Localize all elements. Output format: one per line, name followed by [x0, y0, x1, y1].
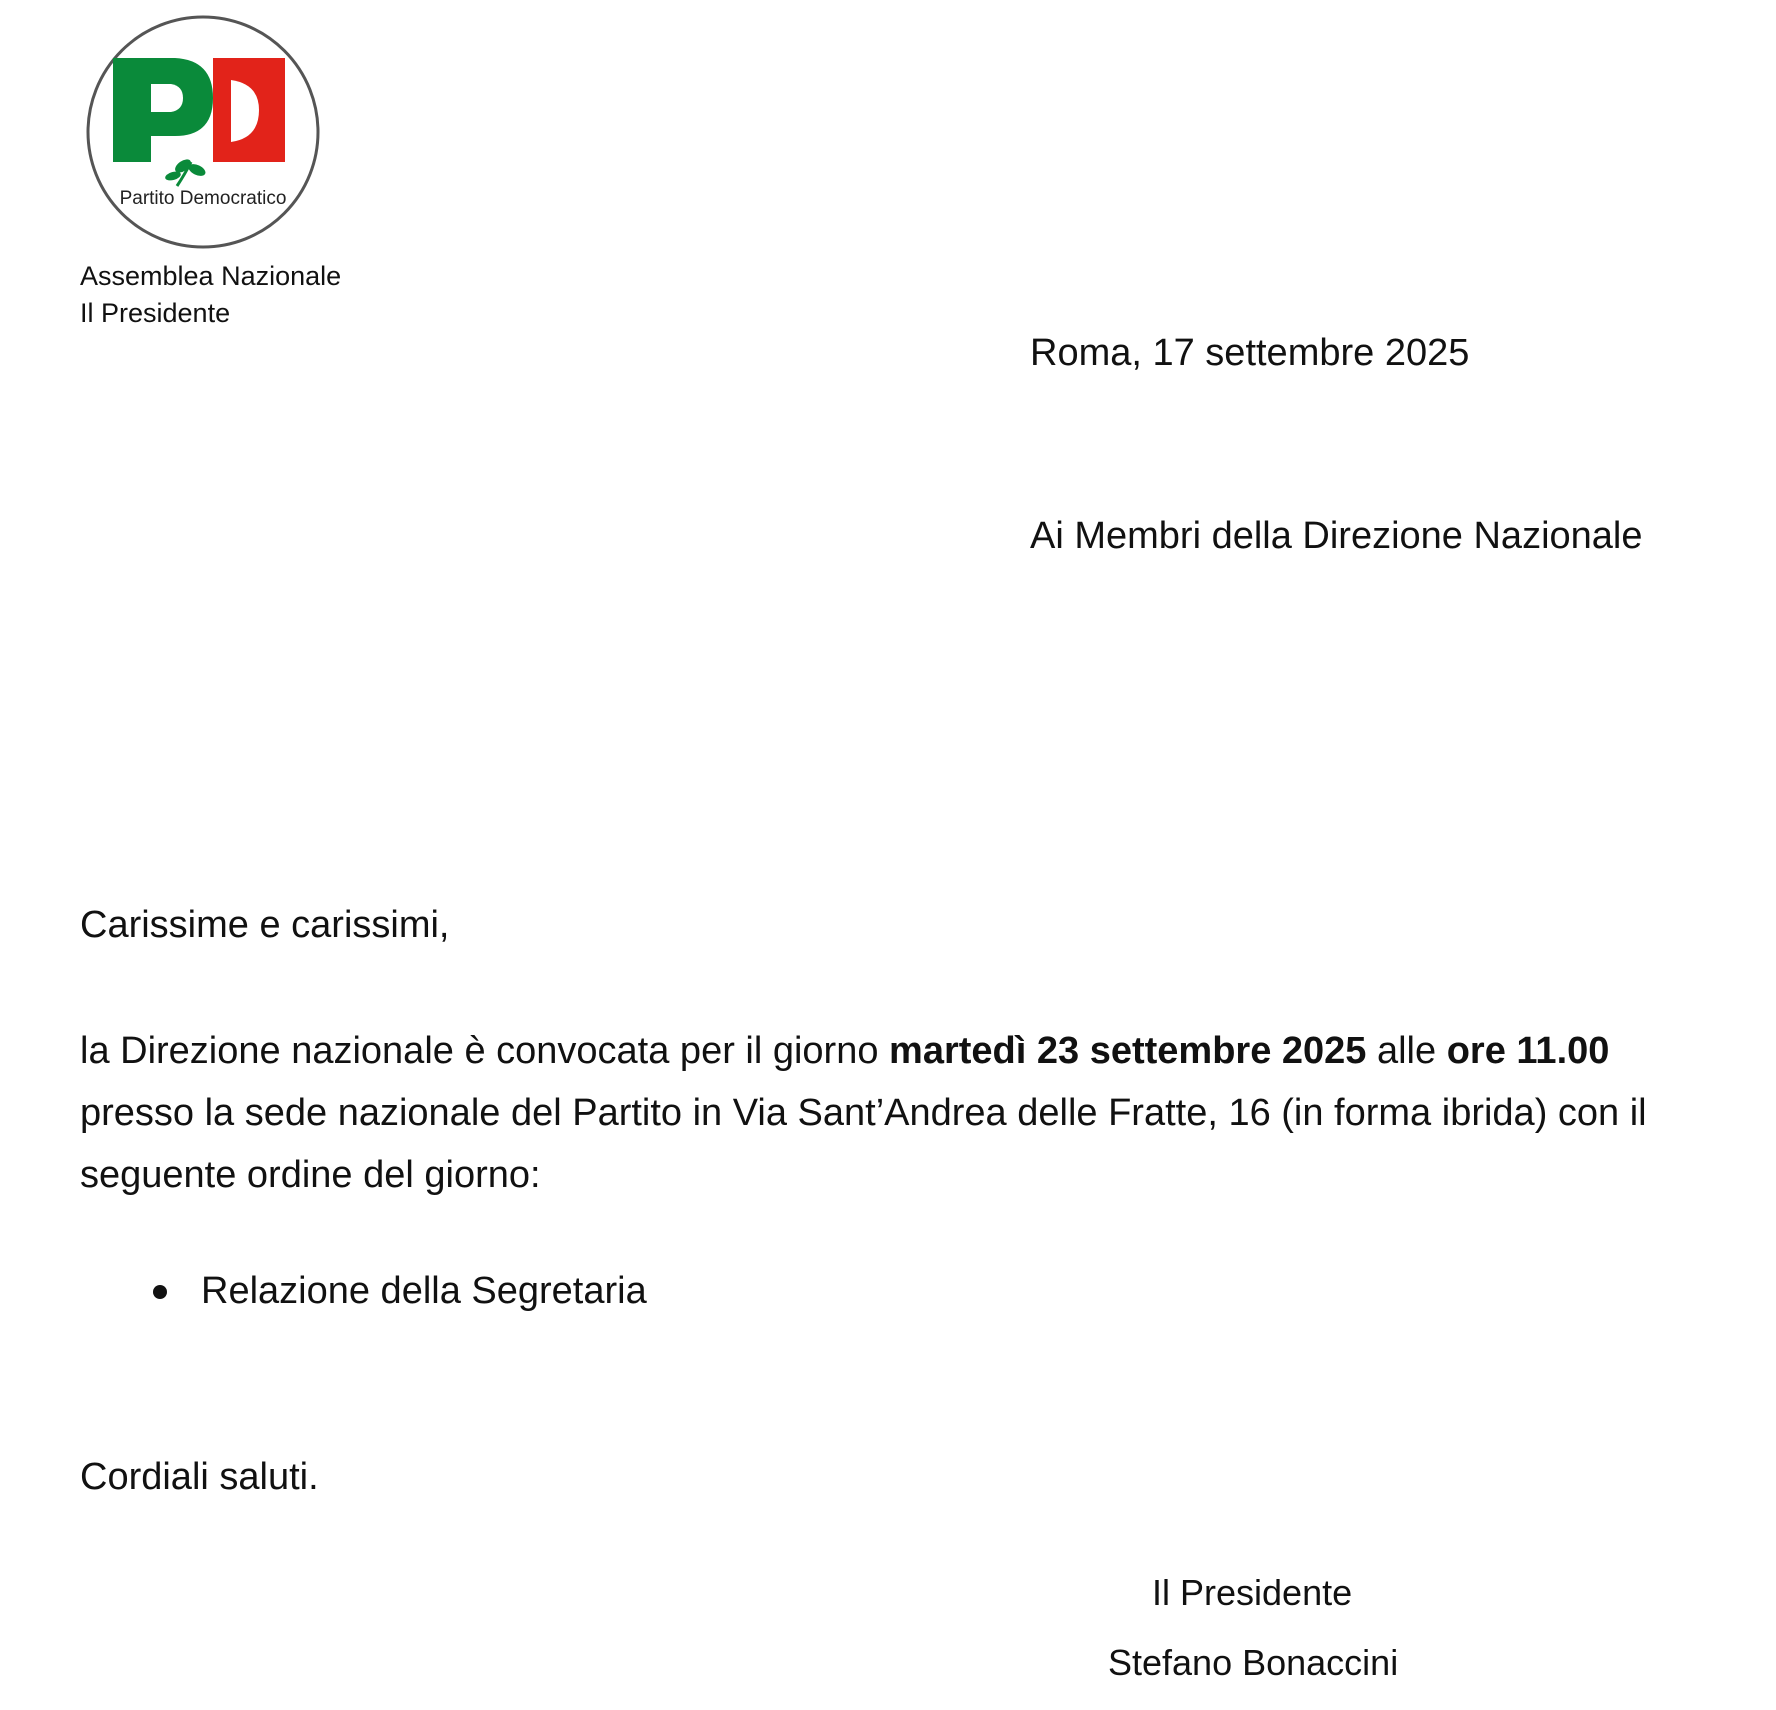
body-text-part2: alle: [1366, 1030, 1447, 1072]
letter-greeting: Carissime e carissimi,: [80, 904, 450, 946]
bullet-icon: [153, 1285, 167, 1299]
letter-closing: Cordiali saluti.: [80, 1456, 319, 1498]
letterhead-line1: Assemblea Nazionale: [80, 261, 342, 291]
meeting-time: ore 11.00: [1446, 1030, 1610, 1072]
letterhead-text: [80, 258, 341, 332]
body-text-part1: la Direzione nazionale è convocata per il giorno: [80, 1030, 890, 1072]
letter-recipient: Ai Membri della Direzione Nazionale: [1030, 515, 1643, 557]
agenda-item-label: Relazione della Segretaria: [201, 1270, 647, 1312]
letter-body: [80, 1020, 1700, 1206]
pd-logo: [85, 14, 321, 250]
letter-date: Roma, 17 settembre 2025: [1030, 332, 1470, 374]
signature-name: Stefano Bonaccini: [1108, 1642, 1399, 1683]
meeting-date: martedì 23 settembre 2025: [889, 1030, 1367, 1072]
letterhead-line2: Il Presidente: [80, 298, 231, 328]
body-text-part3: presso la sede nazionale del Partito in Via Sant’Andrea delle Fratte, 16 (in forma ibrida) con il seguente ordine del giorno:: [80, 1092, 1647, 1196]
signature-title: Il Presidente: [1152, 1572, 1353, 1613]
agenda-item: [150, 1270, 647, 1313]
logo-text: Partito Democratico: [119, 188, 287, 209]
